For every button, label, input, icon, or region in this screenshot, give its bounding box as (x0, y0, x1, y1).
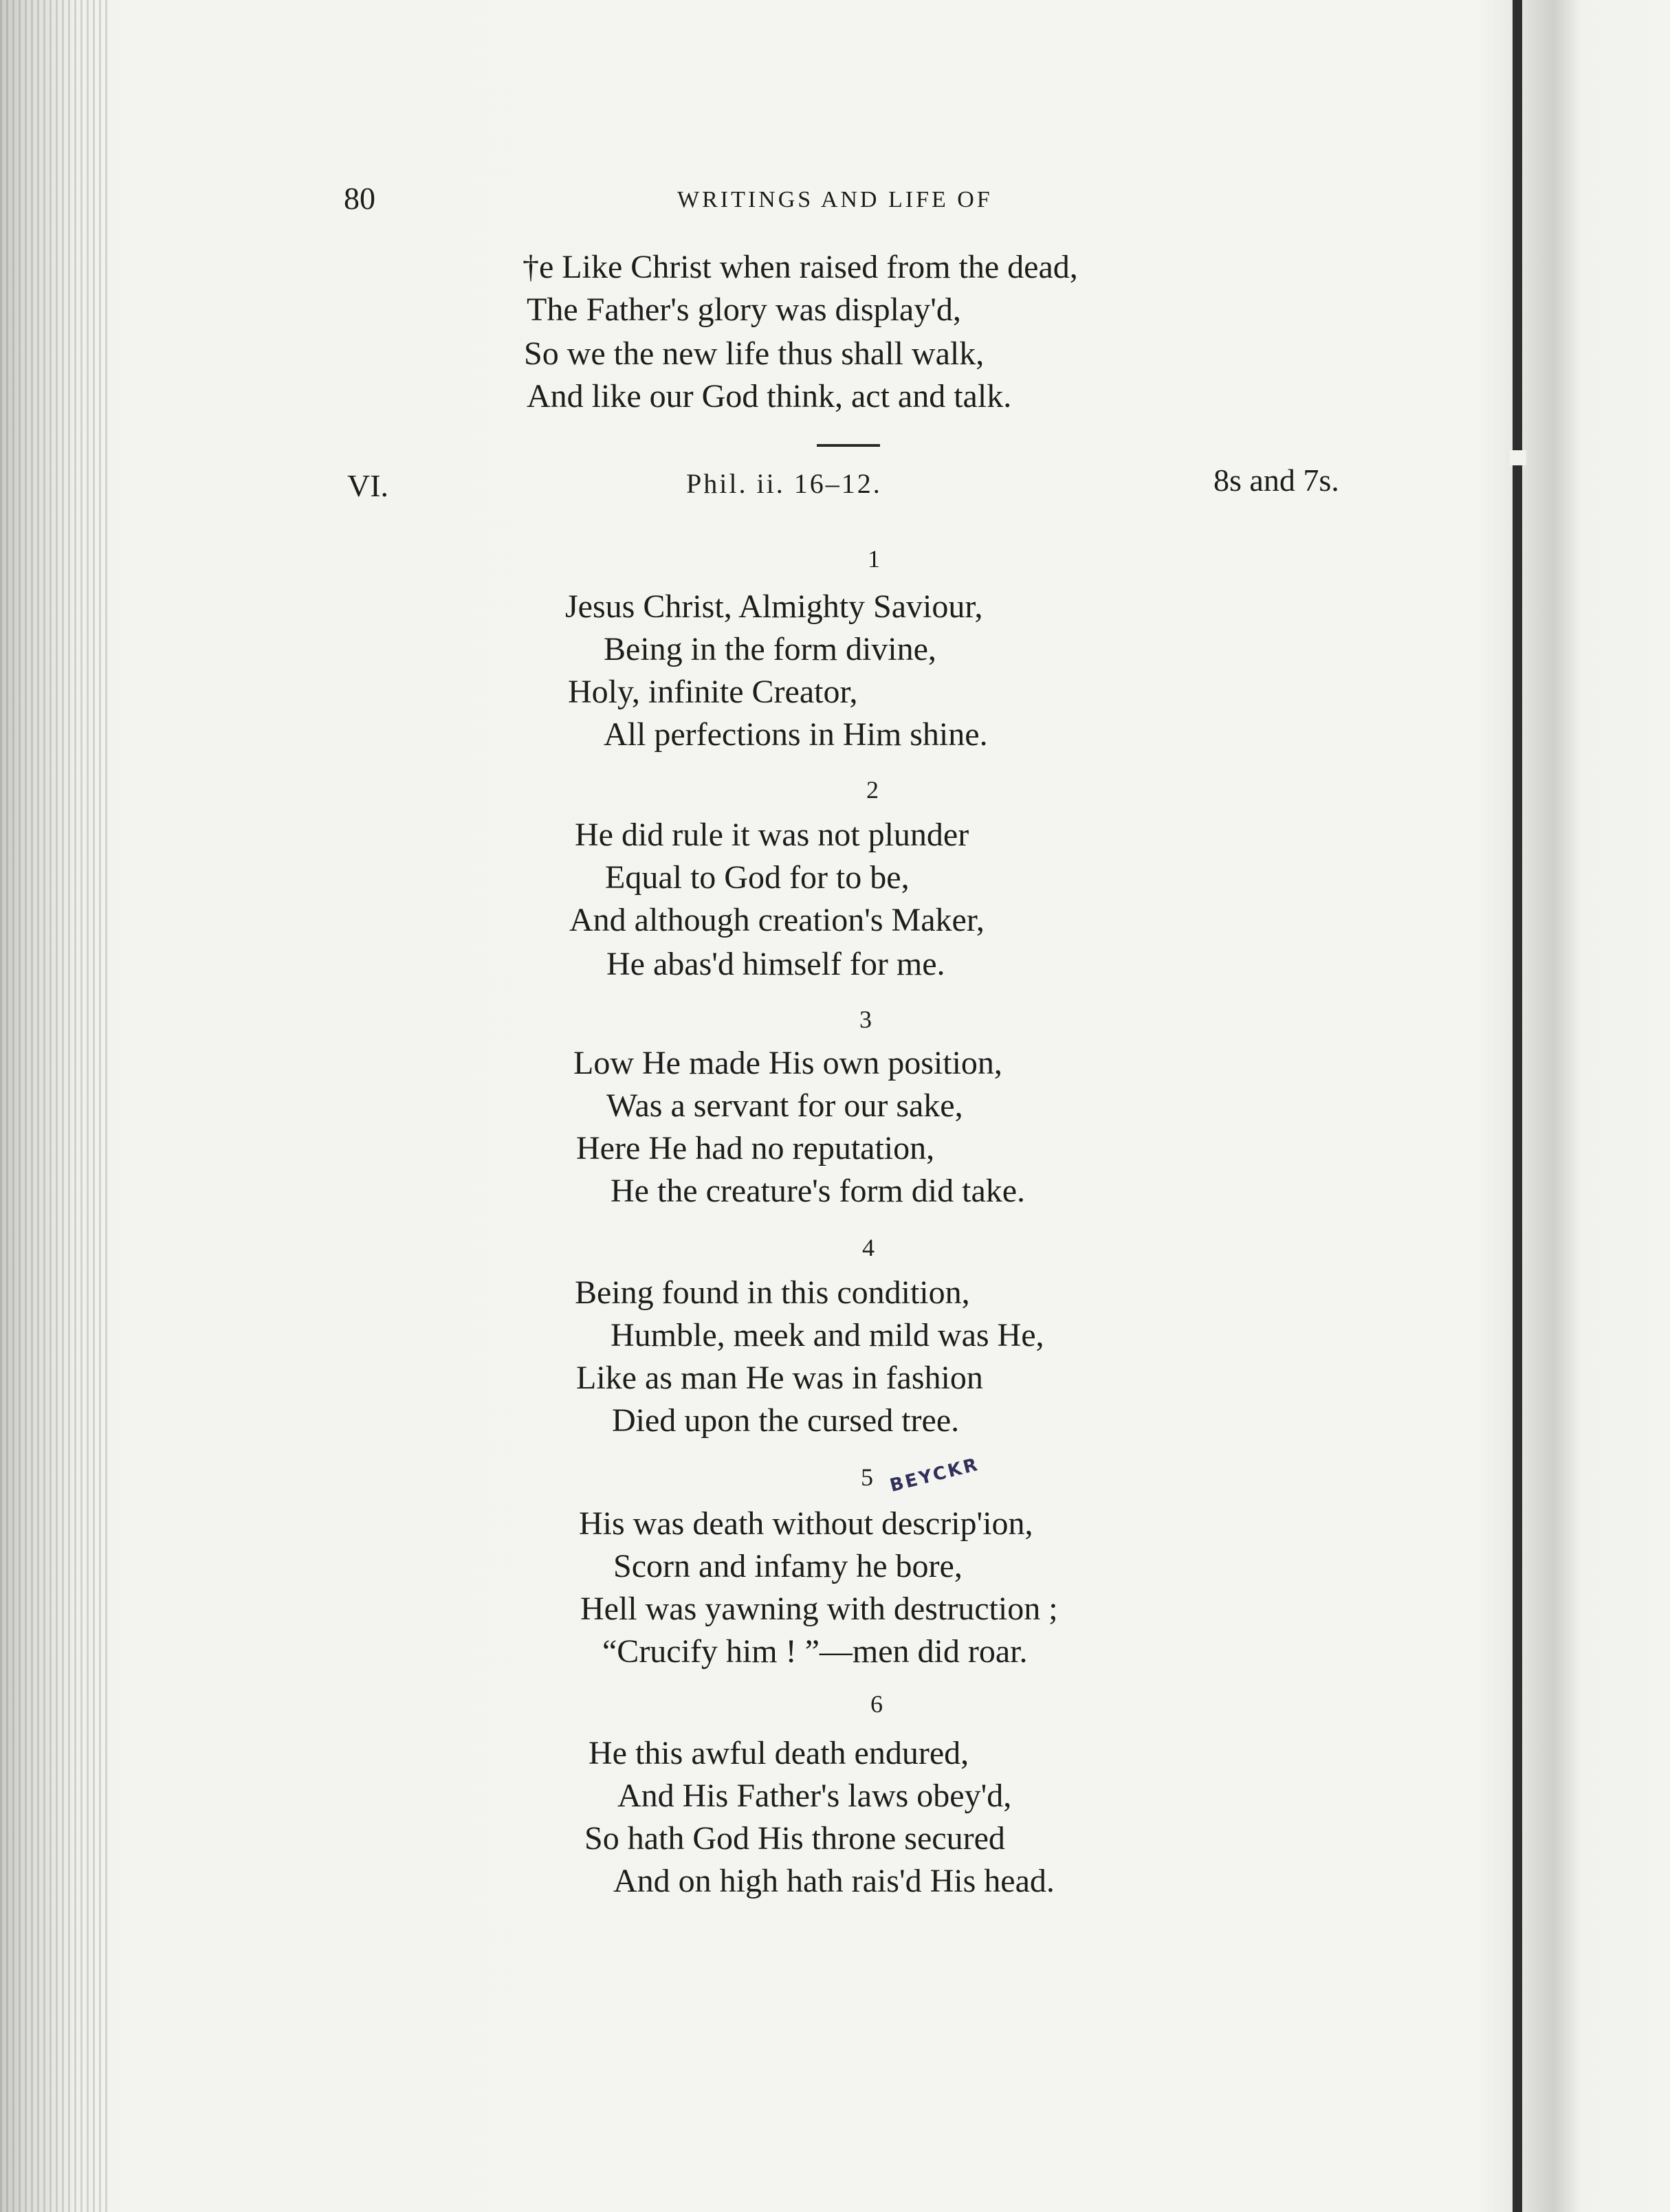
binding-spine-gap (1510, 450, 1526, 465)
carryover-line: So we the new life thus shall walk, (524, 335, 985, 372)
library-stamp: BEYCKR (888, 1454, 982, 1496)
verse-line: Low He made His own position, (573, 1045, 1002, 1081)
verse-line: Being found in this condition, (575, 1274, 970, 1311)
verse-line: Like as man He was in fashion (576, 1360, 983, 1396)
verse-line: Being in the form divine, (604, 631, 936, 667)
verse-number: 5 (861, 1463, 873, 1491)
verse-line: Died upon the cursed tree. (612, 1402, 960, 1439)
verse-line: Holy, infinite Creator, (568, 674, 858, 710)
verse-number: 1 (868, 545, 880, 573)
verse-line: He this awful death endured, (589, 1735, 969, 1771)
verse-number: 2 (866, 776, 879, 804)
verse-line: He did rule it was not plunder (575, 817, 969, 853)
page-number: 80 (344, 181, 375, 216)
verse-line: So hath God His throne secured (584, 1820, 1005, 1857)
verse-line: Jesus Christ, Almighty Saviour, (565, 588, 983, 625)
verse-number: 4 (862, 1234, 875, 1261)
page-edge-shading (0, 0, 110, 2212)
section-reference: Phil. ii. 16–12. (686, 468, 882, 499)
carryover-line: The Father's glory was display'd, (527, 291, 961, 328)
section-meter: 8s and 7s. (1213, 463, 1339, 498)
binding-spine (1513, 0, 1522, 2212)
verse-line: He abas'd himself for me. (606, 946, 945, 982)
carryover-line: And like our God think, act and talk. (527, 378, 1012, 414)
section-number: VI. (347, 468, 389, 503)
verse-line: He the creature's form did take. (611, 1173, 1026, 1209)
verse-line: Was a servant for our sake, (606, 1087, 963, 1124)
running-title: WRITINGS AND LIFE OF (677, 187, 993, 212)
verse-line: And although creation's Maker, (569, 902, 985, 938)
verse-line: Equal to God for to be, (605, 859, 910, 896)
carryover-line: †e Like Christ when raised from the dead, (523, 249, 1078, 285)
verse-line: Humble, meek and mild was He, (611, 1317, 1044, 1353)
verse-line: Scorn and infamy he bore, (613, 1548, 963, 1584)
verse-line: And on high hath rais'd His head. (613, 1863, 1055, 1899)
verse-line: All perfections in Him shine. (604, 716, 988, 753)
verse-line: “Crucify him ! ”—men did roar. (602, 1633, 1028, 1670)
verse-number: 6 (870, 1690, 883, 1718)
section-rule (817, 444, 880, 447)
verse-line: Here He had no reputation, (576, 1130, 935, 1166)
verse-line: Hell was yawning with destruction ; (580, 1591, 1058, 1627)
verse-line: And His Father's laws obey'd, (617, 1778, 1012, 1814)
verse-line: His was death without descrip'ion, (579, 1505, 1033, 1542)
verse-number: 3 (859, 1006, 872, 1033)
